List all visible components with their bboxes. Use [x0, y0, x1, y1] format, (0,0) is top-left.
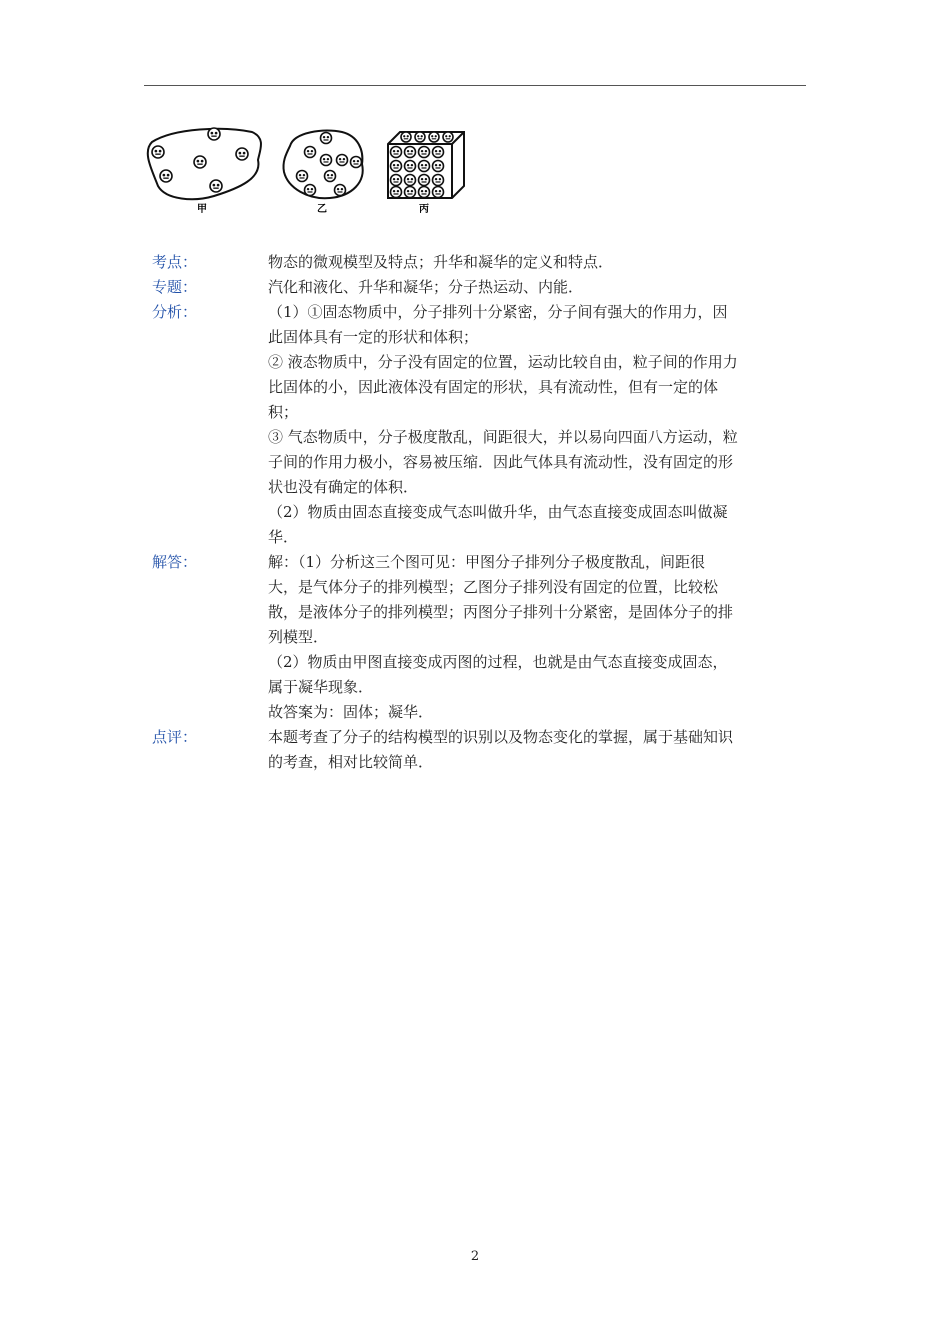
molecule [194, 156, 206, 168]
molecule [305, 147, 316, 158]
text-line: 华． [268, 528, 299, 546]
molecule [429, 132, 439, 142]
section-label: 点评： [152, 728, 198, 746]
text-line: 积； [268, 403, 299, 421]
molecule [433, 161, 444, 172]
text-line: ② 液态物质中，分子没有固定的位置，运动比较自由，粒子间的作用力 [268, 353, 738, 371]
section-body [268, 725, 798, 775]
molecule [335, 185, 346, 196]
molecule [208, 128, 220, 140]
text-line: 本题考查了分子的结构模型的识别以及物态变化的掌握，属于基础知识 [268, 728, 734, 746]
text-line: 此固体具有一定的形状和体积； [268, 328, 479, 346]
section-label: 解答： [152, 553, 198, 571]
page-number: 2 [470, 1249, 480, 1264]
text-line: 子间的作用力极小，容易被压缩．因此气体具有流动性，没有固定的形 [268, 453, 734, 471]
molecule [433, 175, 444, 186]
section-body [268, 275, 798, 300]
text-line: 物态的微观模型及特点；升华和凝华的定义和特点． [268, 253, 614, 271]
figure-label-yi: 乙 [317, 204, 327, 215]
molecule [405, 147, 416, 158]
molecule [391, 161, 402, 172]
molecule [419, 161, 430, 172]
molecule [236, 148, 248, 160]
molecule [325, 171, 336, 182]
molecule [210, 180, 222, 192]
section-label: 分析： [152, 303, 198, 321]
text-line: 的考查，相对比较简单． [268, 753, 434, 771]
text-line: ③ 气态物质中，分子极度散乱，间距很大，并以易向四面八方运动，粒 [268, 428, 738, 446]
section-body [268, 300, 798, 550]
text-line: 解：（1）分析这三个图可见：甲图分子排列分子极度散乱，间距很 [268, 553, 706, 571]
molecule [419, 187, 430, 198]
text-line: （2）物质由固态直接变成气态叫做升华，由气态直接变成固态叫做凝 [268, 503, 728, 521]
molecule [305, 185, 316, 196]
molecule [391, 175, 402, 186]
molecule [391, 147, 402, 158]
molecule [337, 155, 348, 166]
gas-model [148, 128, 261, 215]
section-body [268, 250, 798, 275]
molecule [433, 147, 444, 158]
text-line: （2）物质由甲图直接变成丙图的过程，也就是由气态直接变成固态， [268, 653, 728, 671]
molecule [321, 133, 332, 144]
molecule [152, 146, 164, 158]
molecule [321, 155, 332, 166]
text-line: 列模型． [268, 628, 329, 646]
molecule [297, 171, 308, 182]
molecule [405, 161, 416, 172]
figure-label-bing: 丙 [419, 204, 429, 215]
section-label: 专题： [152, 278, 198, 296]
molecule-models-figure [144, 124, 484, 216]
text-line: 故答案为：固体；凝华． [268, 703, 434, 721]
text-line: 大，是气体分子的排列模型；乙图分子排列没有固定的位置，比较松 [268, 578, 719, 596]
figure-label-jia: 甲 [197, 204, 207, 215]
section-label: 考点： [152, 253, 198, 271]
text-line: 状也没有确定的体积． [268, 478, 419, 496]
text-line: 比固体的小，因此液体没有固定的形状，具有流动性，但有一定的体 [268, 378, 719, 396]
liquid-model [283, 131, 362, 215]
text-line: 属于凝华现象． [268, 678, 374, 696]
text-line: 汽化和液化、升华和凝华；分子热运动、内能． [268, 278, 584, 296]
text-line: （1）①固态物质中，分子排列十分紧密，分子间有强大的作用力，因 [268, 303, 728, 321]
header-rule [144, 85, 806, 86]
molecule [415, 132, 425, 142]
molecule [419, 175, 430, 186]
solid-model [388, 132, 464, 215]
molecule [419, 147, 430, 158]
molecule [405, 187, 416, 198]
section-body [268, 550, 798, 725]
molecule [351, 157, 362, 168]
molecule [433, 187, 444, 198]
molecule [160, 170, 172, 182]
molecule [443, 132, 453, 142]
molecule [405, 175, 416, 186]
text-line: 散，是液体分子的排列模型；丙图分子排列十分紧密，是固体分子的排 [268, 603, 734, 621]
molecule [391, 187, 402, 198]
molecule [401, 132, 411, 142]
molecule-models-svg [144, 124, 484, 216]
